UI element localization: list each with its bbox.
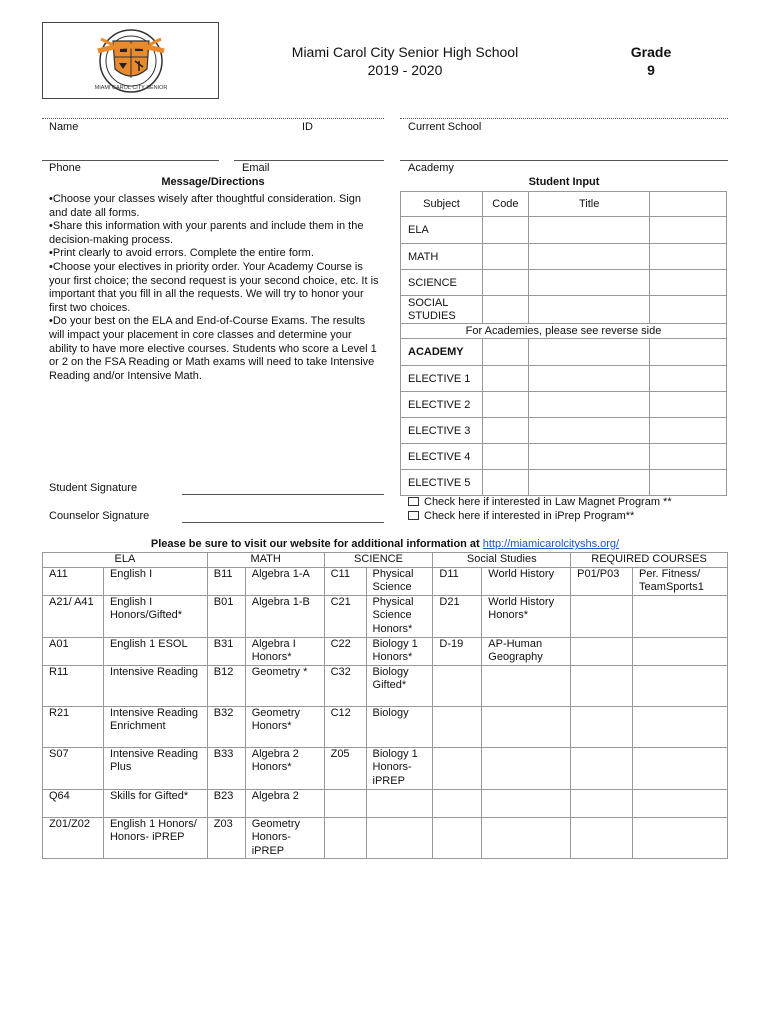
course-code <box>433 706 482 747</box>
course-code <box>571 789 633 817</box>
course-table <box>42 552 728 859</box>
course-code <box>433 747 482 789</box>
header-required-courses: REQUIRED COURSES <box>571 553 728 568</box>
extra-cell[interactable] <box>650 366 727 392</box>
course-code: B32 <box>207 706 245 747</box>
course-title <box>633 637 728 665</box>
title-cell[interactable] <box>528 470 649 496</box>
title-cell[interactable] <box>528 366 649 392</box>
extra-cell[interactable] <box>650 296 727 324</box>
course-code <box>571 637 633 665</box>
course-title <box>482 706 571 747</box>
course-title <box>633 817 728 859</box>
logo-frame <box>42 22 219 99</box>
course-code: B12 <box>207 665 245 706</box>
directions-list <box>49 193 379 383</box>
elective-3: ELECTIVE 3 <box>401 418 483 444</box>
website-note <box>42 538 728 551</box>
code-cell[interactable] <box>482 296 528 324</box>
course-title: Per. Fitness/ TeamSports1 <box>633 567 728 595</box>
name-label: Name <box>49 121 79 133</box>
email-line <box>234 160 384 161</box>
logo-text: MIAMI CAROL CITY SENIOR <box>94 85 168 91</box>
direction-item: •Share this information with your parents and include them in the decision-making process. <box>49 220 364 246</box>
col-title: Title <box>528 192 649 217</box>
grade-label: Grade <box>630 44 672 60</box>
code-cell[interactable] <box>482 470 528 496</box>
elective-2: ELECTIVE 2 <box>401 392 483 418</box>
student-input-heading: Student Input <box>528 176 600 188</box>
extra-cell[interactable] <box>650 270 727 296</box>
code-cell[interactable] <box>482 217 528 244</box>
course-title: English 1 ESOL <box>103 637 207 665</box>
course-title: Biology 1 Honors- iPREP <box>366 747 433 789</box>
code-cell[interactable] <box>482 244 528 270</box>
title-cell[interactable] <box>528 444 649 470</box>
course-code <box>571 747 633 789</box>
school-name: Miami Carol City Senior High School <box>291 44 519 60</box>
grade-value: 9 <box>647 62 655 78</box>
course-title: Algebra 1-B <box>245 595 324 637</box>
course-code: Z01/Z02 <box>43 817 104 859</box>
course-code <box>571 706 633 747</box>
subject-ela: ELA <box>401 217 483 244</box>
course-title: Geometry Honors* <box>245 706 324 747</box>
iprep-checkbox[interactable] <box>408 511 419 520</box>
header-social-studies: Social Studies <box>433 553 571 568</box>
course-title: Physical Science Honors* <box>366 595 433 637</box>
course-title <box>366 817 433 859</box>
subject-math: MATH <box>401 244 483 270</box>
course-code: Z05 <box>324 747 366 789</box>
website-link[interactable]: http://miamicarolcityshs.org/ <box>482 538 620 550</box>
course-code: S07 <box>43 747 104 789</box>
course-title: Algebra I Honors* <box>245 637 324 665</box>
course-title: English I Honors/Gifted* <box>103 595 207 637</box>
extra-cell[interactable] <box>650 392 727 418</box>
name-id-field[interactable] <box>42 134 384 160</box>
extra-cell[interactable] <box>650 470 727 496</box>
academy-row-label: ACADEMY <box>401 339 483 366</box>
course-code <box>571 817 633 859</box>
direction-item: •Choose your classes wisely after thoughtful consideration. Sign and date all forms. <box>49 193 362 219</box>
code-cell[interactable] <box>482 418 528 444</box>
course-code: B23 <box>207 789 245 817</box>
course-title: Geometry * <box>245 665 324 706</box>
grade-block <box>612 43 690 79</box>
title-cell[interactable] <box>528 217 649 244</box>
academy-note: For Academies, please see reverse side <box>401 324 727 339</box>
course-title: Algebra 2 Honors* <box>245 747 324 789</box>
id-label: ID <box>302 121 313 133</box>
course-code: P01/P03 <box>571 567 633 595</box>
school-year: 2019 - 2020 <box>367 62 443 78</box>
email-label: Email <box>242 162 270 174</box>
course-title: World History <box>482 567 571 595</box>
title-cell[interactable] <box>528 296 649 324</box>
course-title <box>482 817 571 859</box>
website-text: Please be sure to visit our website for additional information at <box>150 538 483 550</box>
code-cell[interactable] <box>482 392 528 418</box>
course-code: B01 <box>207 595 245 637</box>
course-code: C11 <box>324 567 366 595</box>
course-code <box>433 789 482 817</box>
extra-cell[interactable] <box>650 444 727 470</box>
school-logo <box>43 23 220 100</box>
course-title: Algebra 2 <box>245 789 324 817</box>
iprep-label: Check here if interested in iPrep Program** <box>424 510 635 522</box>
course-code <box>433 817 482 859</box>
course-title: Intensive Reading <box>103 665 207 706</box>
title-cell[interactable] <box>528 392 649 418</box>
course-title: Biology 1 Honors* <box>366 637 433 665</box>
iprep-option[interactable] <box>408 510 634 523</box>
elective-5: ELECTIVE 5 <box>401 470 483 496</box>
academy-label: Academy <box>408 162 454 174</box>
course-code: D-19 <box>433 637 482 665</box>
course-code: C22 <box>324 637 366 665</box>
col-extra <box>650 192 727 217</box>
course-code <box>324 817 366 859</box>
title-cell[interactable] <box>528 418 649 444</box>
extra-cell[interactable] <box>650 339 727 366</box>
phone-label: Phone <box>49 162 81 174</box>
course-code: D11 <box>433 567 482 595</box>
col-code: Code <box>482 192 528 217</box>
law-magnet-label: Check here if interested in Law Magnet Program ** <box>424 496 672 508</box>
course-code: A21/ A41 <box>43 595 104 637</box>
title-cell[interactable] <box>528 270 649 296</box>
course-code: Q64 <box>43 789 104 817</box>
code-cell[interactable] <box>482 444 528 470</box>
header-math: MATH <box>207 553 324 568</box>
course-code <box>571 595 633 637</box>
course-code: C32 <box>324 665 366 706</box>
course-title: Intensive Reading Plus <box>103 747 207 789</box>
header-ela: ELA <box>43 553 208 568</box>
directions-heading: Message/Directions <box>161 176 265 188</box>
subject-science: SCIENCE <box>401 270 483 296</box>
course-title: World History Honors* <box>482 595 571 637</box>
course-code: B33 <box>207 747 245 789</box>
course-code <box>571 665 633 706</box>
course-code: C12 <box>324 706 366 747</box>
law-magnet-option[interactable] <box>408 496 672 509</box>
course-title: Intensive Reading Enrichment <box>103 706 207 747</box>
course-title: Skills for Gifted* <box>103 789 207 817</box>
course-code: B11 <box>207 567 245 595</box>
separator-right <box>400 118 728 119</box>
course-title <box>366 789 433 817</box>
extra-cell[interactable] <box>650 244 727 270</box>
course-code: C21 <box>324 595 366 637</box>
course-code: A11 <box>43 567 104 595</box>
code-cell[interactable] <box>482 339 528 366</box>
course-title: Biology Gifted* <box>366 665 433 706</box>
elective-4: ELECTIVE 4 <box>401 444 483 470</box>
course-title <box>633 789 728 817</box>
student-input-table <box>400 191 727 496</box>
course-code: B31 <box>207 637 245 665</box>
counselor-signature-line[interactable] <box>182 522 384 523</box>
title-cell[interactable] <box>528 339 649 366</box>
course-title: Algebra 1-A <box>245 567 324 595</box>
student-signature-line[interactable] <box>182 494 384 495</box>
course-title <box>633 595 728 637</box>
course-title: English 1 Honors/ Honors- iPREP <box>103 817 207 859</box>
direction-item: •Do your best on the ELA and End-of-Course Exams. The results will impact your placement in core classes and determine your ability to have more elective courses. Students who score a Level 1 or 2 on the FSA Reading or Math exams will need to take Intensive Reading and/or Intensive Math. <box>49 315 377 382</box>
counselor-signature-label: Counselor Signature <box>49 510 150 522</box>
academy-line <box>400 160 728 161</box>
student-signature-label: Student Signature <box>49 482 138 494</box>
col-subject: Subject <box>401 192 483 217</box>
subject-social-studies: SOCIAL STUDIES <box>401 296 483 324</box>
separator-left <box>42 118 384 119</box>
course-code: R21 <box>43 706 104 747</box>
course-code <box>324 789 366 817</box>
law-magnet-checkbox[interactable] <box>408 497 419 506</box>
course-code: D21 <box>433 595 482 637</box>
title-cell[interactable] <box>528 244 649 270</box>
phone-line <box>42 160 219 161</box>
current-school-field[interactable] <box>400 134 728 160</box>
course-title: Geometry Honors- iPREP <box>245 817 324 859</box>
current-school-label: Current School <box>408 121 482 133</box>
course-code: R11 <box>43 665 104 706</box>
direction-item: •Choose your electives in priority order. Your Academy Course is your first choice; the second request is your second choice, etc. It is important that you fill in all the requests. We will try to honor your first two choices. <box>49 260 379 314</box>
course-code: Z03 <box>207 817 245 859</box>
course-title <box>482 665 571 706</box>
course-title: English I <box>103 567 207 595</box>
code-cell[interactable] <box>482 270 528 296</box>
course-title <box>633 747 728 789</box>
course-title <box>482 789 571 817</box>
code-cell[interactable] <box>482 366 528 392</box>
extra-cell[interactable] <box>650 418 727 444</box>
course-title <box>633 706 728 747</box>
course-title: Biology <box>366 706 433 747</box>
course-title <box>482 747 571 789</box>
page-title <box>255 43 555 79</box>
extra-cell[interactable] <box>650 217 727 244</box>
course-title: AP-Human Geography <box>482 637 571 665</box>
course-title: Physical Science <box>366 567 433 595</box>
course-title <box>633 665 728 706</box>
elective-1: ELECTIVE 1 <box>401 366 483 392</box>
course-code <box>433 665 482 706</box>
direction-item: •Print clearly to avoid errors. Complete the entire form. <box>49 247 314 260</box>
course-code: A01 <box>43 637 104 665</box>
header-science: SCIENCE <box>324 553 433 568</box>
